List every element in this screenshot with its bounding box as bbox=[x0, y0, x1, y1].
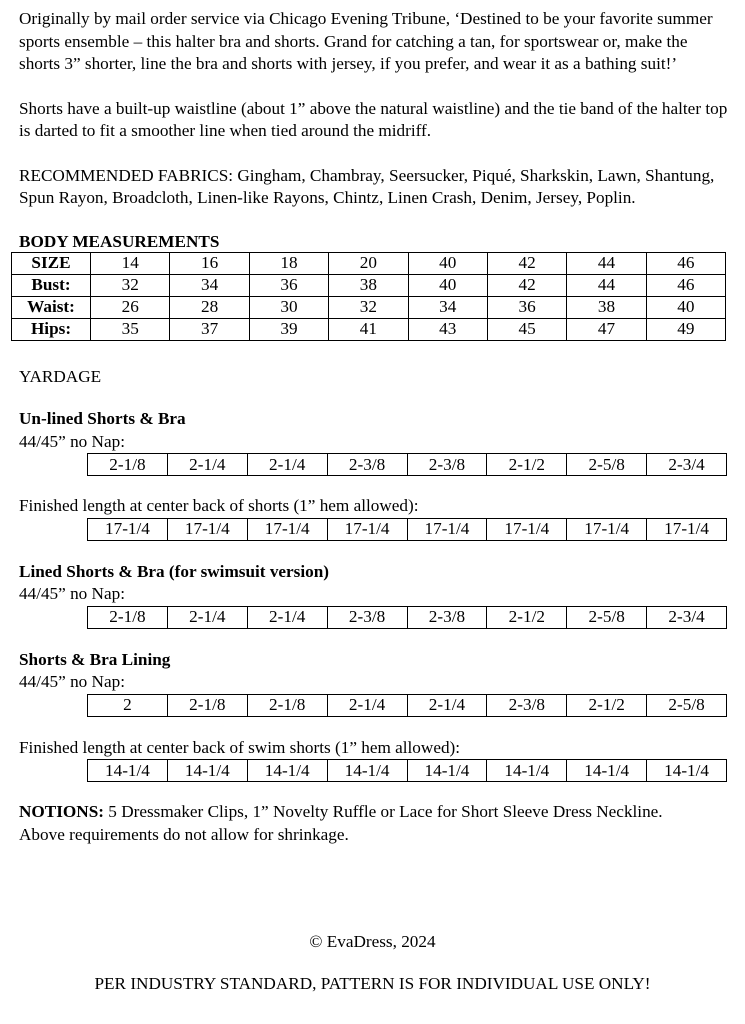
table-cell: 2-3/8 bbox=[327, 606, 407, 628]
table-cell: 40 bbox=[408, 252, 487, 274]
table-cell: 36 bbox=[487, 296, 566, 318]
table-cell: 2-1/8 bbox=[247, 694, 327, 716]
table-cell: 14-1/4 bbox=[487, 760, 567, 782]
lined-title: Lined Shorts & Bra (for swimsuit version) bbox=[19, 561, 330, 581]
table-cell: 32 bbox=[91, 274, 170, 296]
table-cell: 14-1/4 bbox=[327, 760, 407, 782]
unlined-length-label: Finished length at center back of shorts (1” hem allowed): bbox=[19, 496, 419, 515]
table-cell: 44 bbox=[567, 252, 646, 274]
lined-fabric-label: 44/45” no Nap: bbox=[19, 584, 125, 603]
row-label: Waist: bbox=[12, 296, 91, 318]
intro-paragraph: Originally by mail order service via Chicago Evening Tribune, ‘Destined to be your favorite summer sports ensemble – this halter bra and shorts. Grand for catching a tan, for sportswear or, make the shorts 3” shorter, line the bra and shorts with jersey, if you prefer, and wear it as a bathing suit!’ bbox=[19, 9, 713, 73]
table-cell: 37 bbox=[170, 318, 249, 340]
table-cell: 2-3/8 bbox=[487, 694, 567, 716]
table-cell: 2-1/4 bbox=[167, 454, 247, 476]
row-label: Bust: bbox=[12, 274, 91, 296]
table-row bbox=[12, 318, 726, 340]
table-cell: 40 bbox=[408, 274, 487, 296]
unlined-title: Un-lined Shorts & Bra bbox=[19, 409, 186, 428]
notions-paragraph bbox=[19, 801, 731, 824]
table-cell: 14-1/4 bbox=[647, 760, 727, 782]
table-cell: 34 bbox=[170, 274, 249, 296]
table-cell: 2-3/8 bbox=[407, 606, 487, 628]
table-cell: 2-1/4 bbox=[407, 694, 487, 716]
table-cell: 42 bbox=[487, 252, 566, 274]
table-cell: 18 bbox=[249, 252, 328, 274]
table-cell: 17-1/4 bbox=[487, 518, 567, 540]
table-cell: 2-1/4 bbox=[167, 606, 247, 628]
table-row bbox=[88, 760, 727, 782]
table-cell: 2-1/2 bbox=[487, 606, 567, 628]
table-cell: 43 bbox=[408, 318, 487, 340]
lined-yardage-table bbox=[87, 606, 727, 629]
table-cell: 45 bbox=[487, 318, 566, 340]
table-cell: 14-1/4 bbox=[567, 760, 647, 782]
lining-fabric-label: 44/45” no Nap: bbox=[19, 672, 125, 691]
table-cell: 30 bbox=[249, 296, 328, 318]
table-cell: 39 bbox=[249, 318, 328, 340]
body-measurements-title: BODY MEASUREMENTS bbox=[19, 231, 220, 251]
table-row bbox=[88, 606, 727, 628]
table-cell: 40 bbox=[646, 296, 725, 318]
table-cell: 2-1/4 bbox=[247, 454, 327, 476]
unlined-length-table bbox=[87, 518, 727, 541]
lining-yardage-table bbox=[87, 694, 727, 717]
unlined-fabric-label: 44/45” no Nap: bbox=[19, 431, 125, 451]
table-cell: 49 bbox=[646, 318, 725, 340]
table-cell: 28 bbox=[170, 296, 249, 318]
table-cell: 2-3/8 bbox=[407, 454, 487, 476]
table-cell: 35 bbox=[91, 318, 170, 340]
body-measurements-table bbox=[11, 252, 726, 341]
table-cell: 38 bbox=[329, 274, 408, 296]
yardage-heading: YARDAGE bbox=[19, 366, 102, 386]
lining-length-label: Finished length at center back of swim shorts (1” hem allowed): bbox=[19, 737, 461, 757]
row-label: Hips: bbox=[12, 318, 91, 340]
table-cell: 14-1/4 bbox=[407, 760, 487, 782]
unlined-yardage-table bbox=[87, 453, 727, 476]
table-cell: 26 bbox=[91, 296, 170, 318]
table-cell: 47 bbox=[567, 318, 646, 340]
table-cell: 20 bbox=[329, 252, 408, 274]
lining-length-table bbox=[87, 759, 727, 782]
table-cell: 32 bbox=[329, 296, 408, 318]
table-cell: 17-1/4 bbox=[247, 518, 327, 540]
pattern-info-page bbox=[19, 8, 731, 846]
table-cell: 17-1/4 bbox=[647, 518, 727, 540]
row-label: SIZE bbox=[12, 252, 91, 274]
table-cell: 34 bbox=[408, 296, 487, 318]
table-cell: 17-1/4 bbox=[567, 518, 647, 540]
table-row bbox=[12, 252, 726, 274]
table-cell: 17-1/4 bbox=[407, 518, 487, 540]
table-cell: 14 bbox=[91, 252, 170, 274]
table-cell: 2-1/2 bbox=[567, 694, 647, 716]
table-cell: 2-5/8 bbox=[647, 694, 727, 716]
table-cell: 38 bbox=[567, 296, 646, 318]
table-row bbox=[88, 694, 727, 716]
copyright: © EvaDress, 2024 bbox=[309, 932, 436, 951]
table-cell: 2-3/4 bbox=[647, 606, 727, 628]
table-cell: 2 bbox=[88, 694, 168, 716]
table-cell: 44 bbox=[567, 274, 646, 296]
table-cell: 42 bbox=[487, 274, 566, 296]
recommended-fabrics: RECOMMENDED FABRICS: Gingham, Chambray, Seersucker, Piqué, Sharkskin, Lawn, Shantung, Spun Rayon, Broadcloth, Linen-like Rayons, Chintz, Linen Crash, Denim, Jersey, Poplin. bbox=[19, 165, 715, 207]
table-cell: 36 bbox=[249, 274, 328, 296]
table-cell: 2-1/4 bbox=[247, 606, 327, 628]
table-cell: 16 bbox=[170, 252, 249, 274]
table-cell: 2-5/8 bbox=[567, 454, 647, 476]
table-cell: 17-1/4 bbox=[167, 518, 247, 540]
table-cell: 2-1/8 bbox=[88, 606, 168, 628]
table-cell: 2-3/8 bbox=[327, 454, 407, 476]
notions-text: 5 Dressmaker Clips, 1” Novelty Ruffle or Lace for Short Sleeve Dress Neckline. bbox=[104, 802, 663, 821]
table-cell: 14-1/4 bbox=[88, 760, 168, 782]
table-cell: 14-1/4 bbox=[247, 760, 327, 782]
usage-notice: PER INDUSTRY STANDARD, PATTERN IS FOR INDIVIDUAL USE ONLY! bbox=[94, 974, 651, 993]
notions-label: NOTIONS: bbox=[19, 802, 104, 821]
table-cell: 17-1/4 bbox=[88, 518, 168, 540]
table-row bbox=[88, 518, 727, 540]
table-cell: 46 bbox=[646, 274, 725, 296]
table-row bbox=[88, 454, 727, 476]
shrinkage-note: Above requirements do not allow for shrinkage. bbox=[19, 824, 349, 844]
table-cell: 41 bbox=[329, 318, 408, 340]
table-cell: 2-5/8 bbox=[567, 606, 647, 628]
table-cell: 14-1/4 bbox=[167, 760, 247, 782]
table-cell: 46 bbox=[646, 252, 725, 274]
table-cell: 2-1/4 bbox=[327, 694, 407, 716]
table-cell: 17-1/4 bbox=[327, 518, 407, 540]
table-cell: 2-1/8 bbox=[88, 454, 168, 476]
lining-title: Shorts & Bra Lining bbox=[19, 649, 171, 669]
table-cell: 2-1/2 bbox=[487, 454, 567, 476]
table-row bbox=[12, 274, 726, 296]
table-cell: 2-1/8 bbox=[167, 694, 247, 716]
table-row bbox=[12, 296, 726, 318]
waistline-paragraph: Shorts have a built-up waistline (about 1” above the natural waistline) and the tie band of the halter top is darted to fit a smoother line when tied around the midriff. bbox=[19, 98, 728, 140]
table-cell: 2-3/4 bbox=[647, 454, 727, 476]
